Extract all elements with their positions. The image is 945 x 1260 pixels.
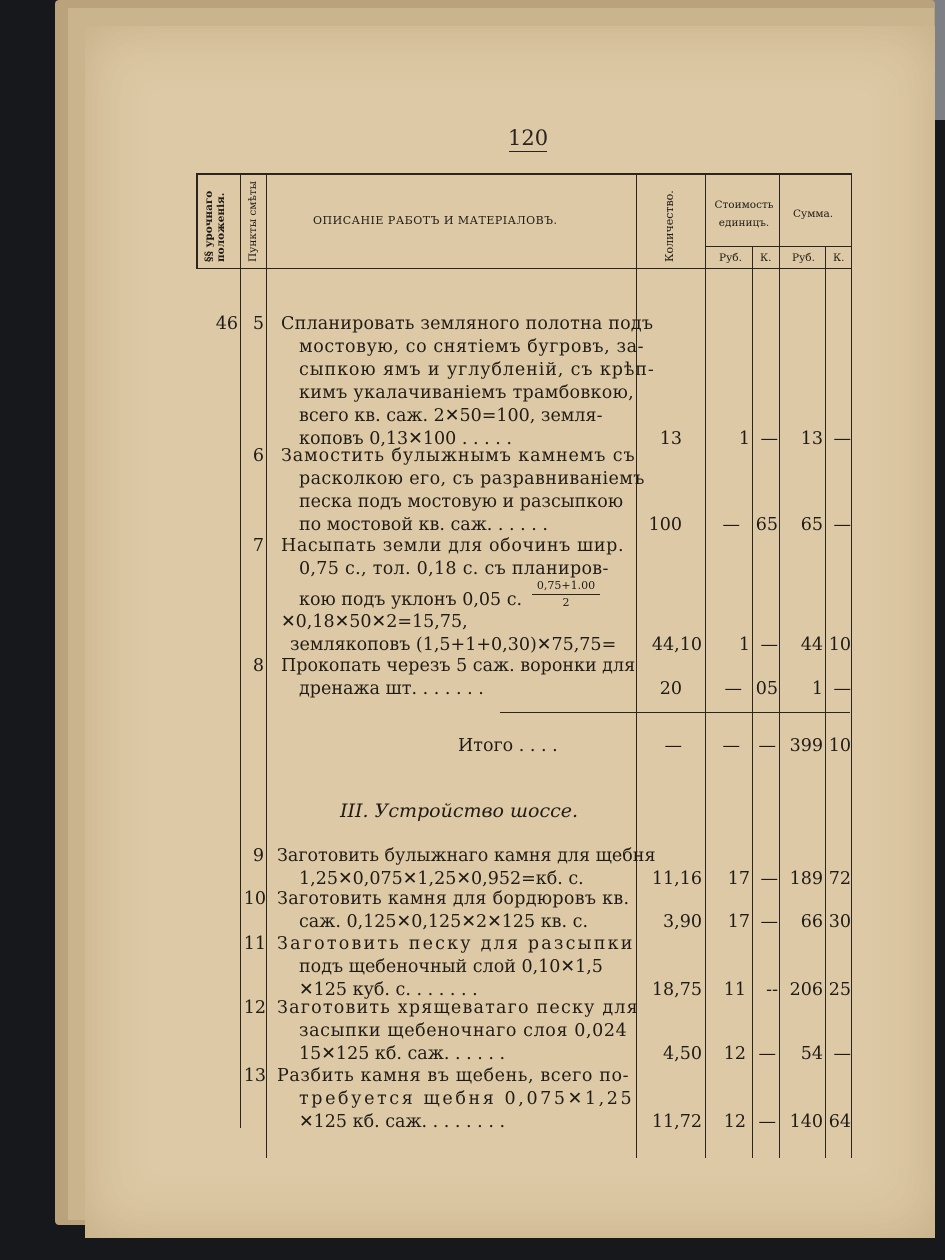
row-sum-rub: 54 xyxy=(800,1044,823,1064)
row-desc-line: 15✕125 кб. саж. . . . . . xyxy=(299,1044,506,1064)
row-unit-rub: 1 xyxy=(738,429,750,449)
row-sum-kop: 30 xyxy=(828,912,851,932)
row-desc-line: Прокопать черезъ 5 саж. воронки для xyxy=(281,656,636,676)
row-desc-line: засыпки щебеночнаго слоя 0,024 xyxy=(299,1021,628,1041)
total-sum-kop: 10 xyxy=(828,736,851,756)
subheader-rule xyxy=(705,246,852,247)
total-label: Итого . . . . xyxy=(458,736,558,756)
row-unit-kop: — xyxy=(760,912,778,932)
header-unit-cost: Стоимость единицъ. xyxy=(714,199,774,229)
total-qty: — xyxy=(664,736,682,756)
row-point: 12 xyxy=(243,998,266,1018)
page-number-underline xyxy=(509,151,547,152)
row-desc-line: песка подъ мостовую и разсыпкою xyxy=(299,492,624,512)
row-sum-kop: 25 xyxy=(828,980,851,1000)
row-desc-line: ✕0,18✕50✕2=15,75, xyxy=(281,612,468,632)
row-sum-kop: 10 xyxy=(828,635,851,655)
row-desc-line: требуется щебня 0,075✕1,25 xyxy=(299,1089,635,1109)
row-sum-kop: — xyxy=(833,429,851,449)
row-point: 9 xyxy=(252,846,264,866)
row-sum-rub: 65 xyxy=(800,515,823,535)
col-line-point xyxy=(266,173,267,1158)
row-sum-rub: 66 xyxy=(800,912,823,932)
row-desc-line: кою подъ уклонъ 0,05 с. xyxy=(299,590,523,610)
header-desc: ОПИСАНІЕ РАБОТЪ И МАТЕРІАЛОВЪ. xyxy=(313,214,558,227)
row-sum-kop: — xyxy=(833,515,851,535)
row-sum-kop: 64 xyxy=(828,1112,851,1132)
row-desc-line: подъ щебеночный слой 0,10✕1,5 xyxy=(299,957,603,977)
row-point: 10 xyxy=(243,889,266,909)
row-qty: 11,16 xyxy=(651,869,702,889)
row-desc-line: ✕125 куб. с. . . . . . . xyxy=(299,980,478,1000)
row-point: 13 xyxy=(243,1066,266,1086)
row-qty: 3,90 xyxy=(663,912,702,932)
total-unit-kop: — xyxy=(758,736,776,756)
row-desc-line: мостовую, со снятіемъ бугровъ, за- xyxy=(299,337,645,357)
row-sum-kop: 72 xyxy=(828,869,851,889)
row-unit-rub: 17 xyxy=(727,869,750,889)
header-bottom-rule xyxy=(196,268,852,269)
table-top-rule xyxy=(196,173,852,175)
row-desc-line: дренажа шт. . . . . . . xyxy=(299,679,484,699)
total-rule xyxy=(500,712,850,713)
page-number: 120 xyxy=(508,126,549,150)
total-sum-rub: 399 xyxy=(789,736,823,756)
header-para: §§ урочнаго положенія. xyxy=(203,190,227,262)
row-unit-rub: 17 xyxy=(727,912,750,932)
row-desc-line: землякоповъ (1,5+1+0,30)✕75,75= xyxy=(290,635,617,655)
header-qty: Количество. xyxy=(663,190,676,262)
row-qty: 11,72 xyxy=(651,1112,702,1132)
row-qty: 44,10 xyxy=(651,635,702,655)
row-unit-rub: — xyxy=(724,679,742,699)
fraction-denominator: 2 xyxy=(562,596,570,609)
row-unit-kop: — xyxy=(758,1112,776,1132)
row-point: 8 xyxy=(252,656,264,676)
row-unit-rub: 12 xyxy=(723,1044,746,1064)
subheader-unit-kop: К. xyxy=(760,252,772,264)
col-line-right xyxy=(851,173,852,1158)
row-unit-rub: — xyxy=(722,515,740,535)
col-line-left xyxy=(196,173,198,269)
row-qty: 20 xyxy=(659,679,682,699)
row-unit-rub: 11 xyxy=(723,980,746,1000)
row-qty: 18,75 xyxy=(651,980,702,1000)
row-qty: 13 xyxy=(659,429,682,449)
row-desc-line: Заготовить камня для бордюровъ кв. xyxy=(277,889,630,909)
row-unit-rub: 12 xyxy=(723,1112,746,1132)
row-sum-rub: 140 xyxy=(789,1112,823,1132)
section-title: III. Устройство шоссе. xyxy=(340,800,579,822)
row-desc-line: Заготовить булыжнаго камня для щебня xyxy=(277,846,656,866)
row-unit-kop: — xyxy=(760,869,778,889)
header-sum: Сумма. xyxy=(793,208,834,220)
fraction-numerator: 0,75+1.00 xyxy=(536,579,596,592)
row-desc-line: Разбить камня въ щебень, всего по- xyxy=(277,1066,630,1086)
fraction-bar xyxy=(532,594,600,595)
subheader-sum-kop: К. xyxy=(833,252,845,264)
col-line-qty xyxy=(705,173,706,1158)
row-point: 7 xyxy=(252,536,264,556)
row-desc-line: всего кв. саж. 2✕50=100, земля- xyxy=(299,406,603,426)
row-unit-kop: — xyxy=(760,429,778,449)
row-unit-kop: -- xyxy=(766,980,778,1000)
row-desc-line: кимъ укалачиваніемъ трамбовкою, xyxy=(299,383,634,403)
row-unit-kop: — xyxy=(760,635,778,655)
row-sum-rub: 206 xyxy=(789,980,823,1000)
row-point: 11 xyxy=(243,934,266,954)
subheader-sum-rub: Руб. xyxy=(792,252,815,264)
row-sum-rub: 44 xyxy=(800,635,823,655)
row-desc-line: Замостить булыжнымъ камнемъ съ xyxy=(281,446,636,466)
row-point: 5 xyxy=(252,314,264,334)
row-unit-rub: 1 xyxy=(738,635,750,655)
row-desc-line: по мостовой кв. саж. . . . . . xyxy=(299,515,548,535)
total-unit-rub: — xyxy=(722,736,740,756)
row-desc-line: Спланировать земляного полотна подъ xyxy=(281,314,654,334)
row-qty: 4,50 xyxy=(663,1044,702,1064)
row-desc-line: коповъ 0,13✕100 . . . . . xyxy=(299,429,512,449)
row-sum-rub: 189 xyxy=(789,869,823,889)
row-qty: 100 xyxy=(648,515,682,535)
row-unit-kop: — xyxy=(758,1044,776,1064)
col-line-para xyxy=(240,173,241,1128)
row-sum-rub: 1 xyxy=(811,679,823,699)
row-point: 6 xyxy=(252,446,264,466)
row-desc-line: 0,75 с., тол. 0,18 с. съ планиров- xyxy=(299,559,609,579)
row-desc-line: Заготовить песку для разсыпки xyxy=(277,934,635,954)
row-desc-line: саж. 0,125✕0,125✕2✕125 кв. с. xyxy=(299,912,589,932)
row-unit-kop: 05 xyxy=(755,679,778,699)
row-desc-line: ✕125 кб. саж. . . . . . . . xyxy=(299,1112,506,1132)
row-desc-line: сыпкою ямъ и углубленій, съ крѣп- xyxy=(299,360,655,380)
row-desc-line: 1,25✕0,075✕1,25✕0,952=кб. с. xyxy=(299,869,584,889)
row-sum-rub: 13 xyxy=(800,429,823,449)
row-desc-line: Заготовить хрящеватаго песку для xyxy=(277,998,639,1018)
header-point: Пункты смѣты xyxy=(247,181,259,262)
col-line-sum-rub xyxy=(825,246,826,1158)
row-para: 46 xyxy=(215,314,238,334)
row-desc-line: расколкою его, съ разравниваніемъ xyxy=(299,469,645,489)
col-line-unit-rub xyxy=(752,246,753,1158)
row-sum-kop: — xyxy=(833,1044,851,1064)
col-line-unit xyxy=(779,173,780,1158)
row-unit-kop: 65 xyxy=(755,515,778,535)
row-sum-kop: — xyxy=(833,679,851,699)
subheader-unit-rub: Руб. xyxy=(719,252,742,264)
row-desc-line: Насыпать земли для обочинъ шир. xyxy=(281,536,625,556)
